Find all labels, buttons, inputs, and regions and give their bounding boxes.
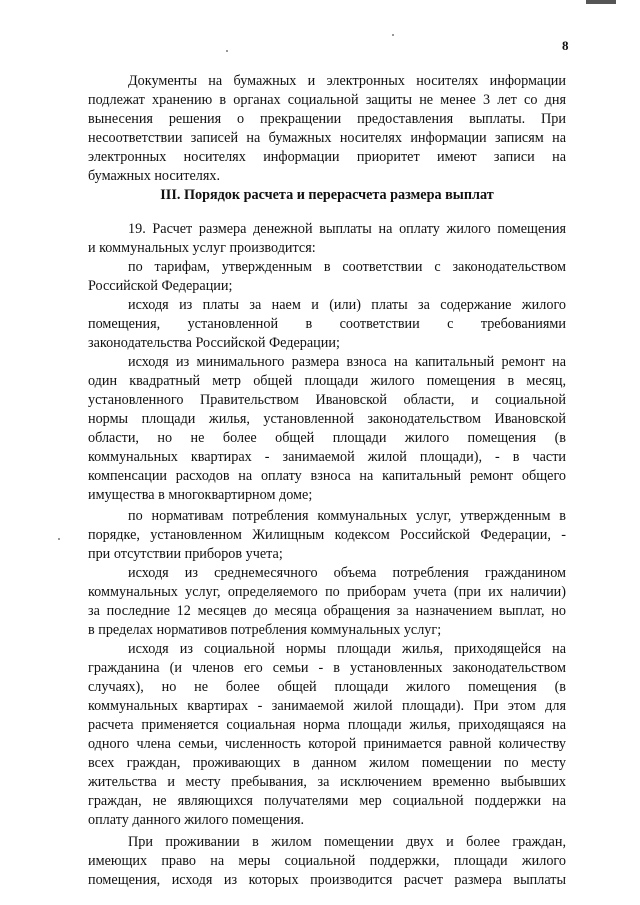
text-line: исходя из минимального размера взноса на капитальный ремонт на	[128, 354, 566, 370]
section-heading: III. Порядок расчета и перерасчета размера выплат	[160, 187, 494, 203]
text-line: нормы площади жилья, установленной законодательством Ивановской	[88, 411, 566, 427]
text-line: исходя из среднемесячного объема потребления гражданином	[128, 565, 566, 581]
scan-artifact	[586, 0, 616, 4]
scan-speck	[58, 538, 60, 540]
text-line: установленного Правительством Ивановской области, и социальной	[88, 392, 566, 408]
text-line: компенсации расходов на оплату взноса на капитальный ремонт общего	[88, 468, 566, 484]
scan-speck	[392, 34, 394, 36]
text-line: расчета применяется социальная норма площади жилья, приходящаяся на	[88, 717, 566, 733]
text-line: коммунальных квартирах - занимаемой жилой площади), - в части	[88, 449, 566, 465]
text-line: бумажных носителях.	[88, 168, 221, 184]
text-line: исходя из социальной нормы площади жилья, приходящейся на	[128, 641, 566, 657]
text-line: области, но не более общей площади жилого помещения (в	[88, 430, 566, 446]
text-line: всех граждан, проживающих в данном жилом помещении по месту	[88, 755, 566, 771]
text-line: имущества в многоквартирном доме;	[88, 487, 313, 503]
text-line: При проживании в жилом помещении двух и более граждан,	[128, 834, 566, 850]
text-line: один квадратный метр общей площади жилого помещения в месяц,	[88, 373, 566, 389]
text-line: Документы на бумажных и электронных носителях информации	[128, 73, 566, 89]
text-line: коммунальных квартирах - занимаемой жилой площади). При этом для	[88, 698, 566, 714]
text-line: одного члена семьи, численность которой принимается равной количеству	[88, 736, 566, 752]
text-line: помещения, установленной в соответствии с требованиями	[88, 316, 566, 332]
text-line: законодательства Российской Федерации;	[88, 335, 340, 351]
text-line: имеющих право на меры социальной поддержки, площади жилого	[88, 853, 566, 869]
text-line: несоответствии записей на бумажных носителях информации записям на	[88, 130, 566, 146]
text-line: граждан, не являющихся получателями мер социальной поддержки на	[88, 793, 566, 809]
text-line: гражданина (и членов его семьи - в установленных законодательством	[88, 660, 566, 676]
text-line: оплату данного жилого помещения.	[88, 812, 305, 828]
text-line: 19. Расчет размера денежной выплаты на оплату жилого помещения	[128, 221, 566, 237]
text-line: Российской Федерации;	[88, 278, 233, 294]
text-line: подлежат хранению в органах социальной защиты не менее 3 лет со дня	[88, 92, 566, 108]
text-line: по тарифам, утвержденным в соответствии с законодательством	[128, 259, 566, 275]
text-line: коммунальных услуг, определяемого по приборам учета (при их наличии)	[88, 584, 566, 600]
page-number: 8	[562, 38, 569, 53]
text-line: за последние 12 месяцев до месяца обращения за назначением выплат, но	[88, 603, 566, 619]
text-line: в пределах нормативов потребления коммунальных услуг;	[88, 622, 442, 638]
text-line: исходя из платы за наем и (или) платы за содержание жилого	[128, 297, 566, 313]
text-line: вынесения решения о прекращении предоставления выплаты. При	[88, 111, 566, 127]
text-line: при отсутствии приборов учета;	[88, 546, 283, 562]
text-line: по нормативам потребления коммунальных услуг, утвержденным в	[128, 508, 566, 524]
text-line: электронных носителях информации приоритет имеют записи на	[88, 149, 566, 165]
text-line: жительства и месту пребывания, за исключением временно выбывших	[88, 774, 566, 790]
text-line: случаях), но не более общей площади жилого помещения (в	[88, 679, 566, 695]
text-line: помещения, исходя из которых производится расчет размера выплаты	[88, 872, 566, 888]
scan-speck	[226, 50, 228, 52]
text-line: порядке, установленном Жилищным кодексом Российской Федерации, -	[88, 527, 566, 543]
text-line: и коммунальных услуг производится:	[88, 240, 316, 256]
